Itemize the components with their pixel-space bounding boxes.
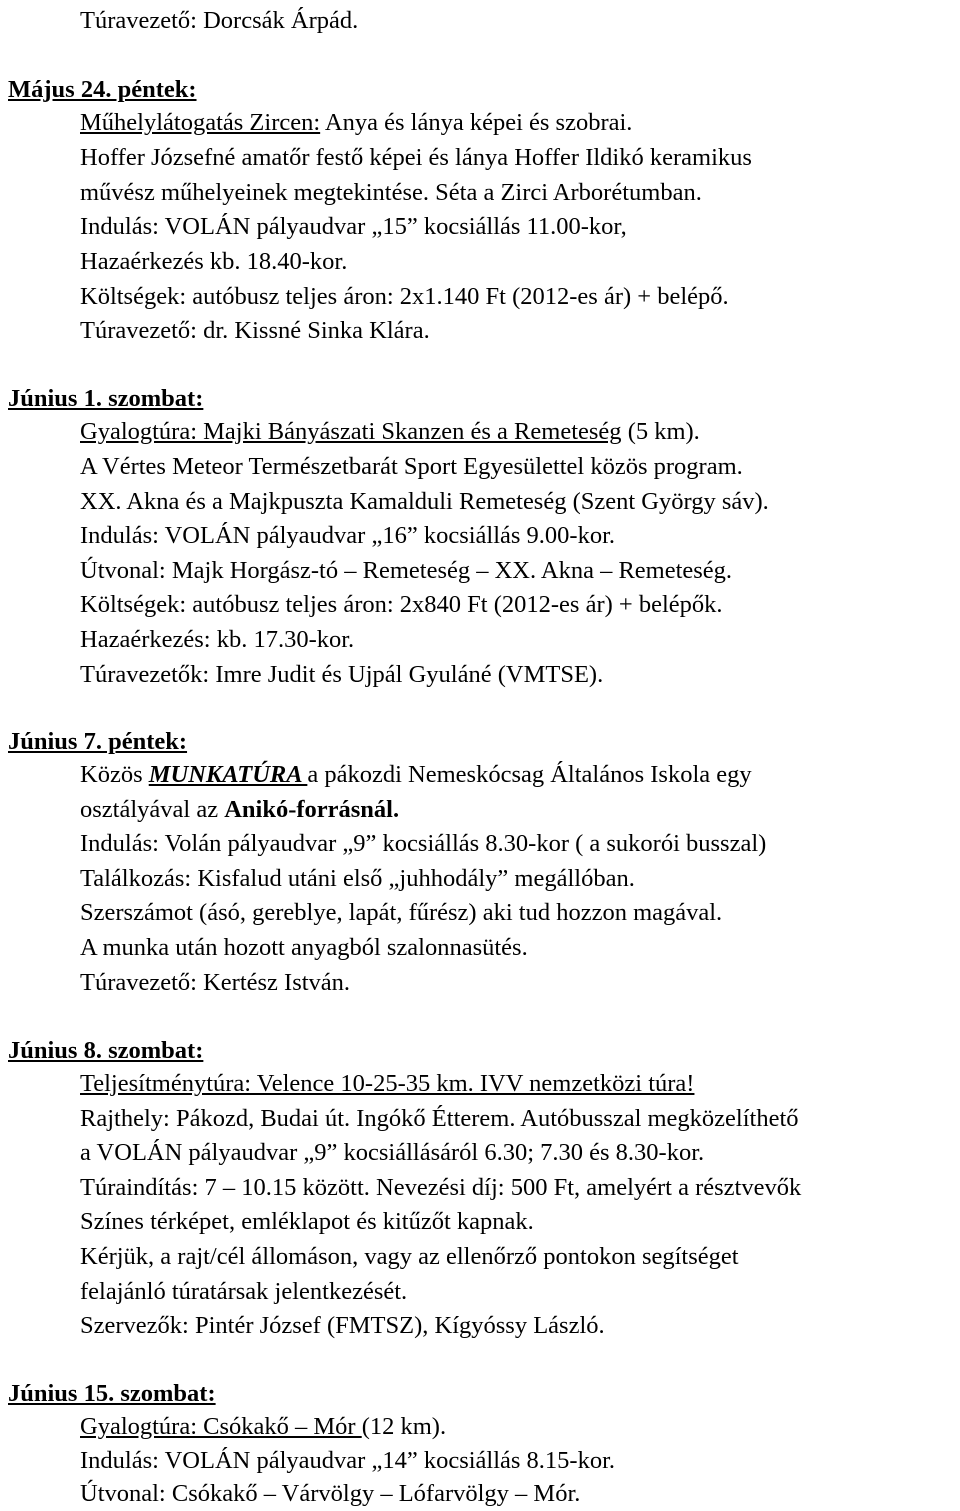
event-2-line-1	[80, 417, 700, 447]
event-2-date: Június 1. szombat:	[8, 385, 204, 412]
event-4-line-3: a VOLÁN pályaudvar „9” kocsiállásáról 6.30; 7.30 és 8.30-kor.	[80, 1139, 705, 1166]
event-4-line-1	[80, 1069, 694, 1099]
event-3-line-7: Túravezető: Kertész István.	[80, 969, 351, 996]
event-1-line-3: művész műhelyeinek megtekintése. Séta a Zirci Arborétumban.	[80, 179, 702, 206]
event-3-line-3: Indulás: Volán pályaudvar „9” kocsiállás 8.30-kor ( a sukorói busszal)	[80, 830, 767, 857]
event-3-line-1-b: a pákozdi Nemeskócsag Általános Iskola egy	[307, 761, 752, 788]
event-1-line-6: Költségek: autóbusz teljes áron: 2x1.140 Ft (2012-es ár) + belépő.	[80, 283, 729, 310]
event-2-title: Gyalogtúra: Majki Bányászati Skanzen és a Remeteség	[80, 418, 622, 445]
event-1-line-4: Indulás: VOLÁN pályaudvar „15” kocsiállás 11.00-kor,	[80, 213, 627, 240]
event-2-title-rest: (5 km).	[621, 418, 700, 445]
event-2-line-5: Útvonal: Majk Horgász-tó – Remeteség – XX. Akna – Remeteség.	[80, 557, 733, 584]
event-2-line-7: Hazaérkezés: kb. 17.30-kor.	[80, 626, 355, 653]
intro-guide: Túravezető: Dorcsák Árpád.	[80, 7, 359, 34]
event-3-line-5: Szerszámot (ásó, gereblye, lapát, fűrész) aki tud hozzon magával.	[80, 899, 723, 926]
event-3-worktour: MUNKATÚRA	[148, 761, 308, 788]
event-3-line-1	[80, 760, 752, 790]
event-4-line-2: Rajthely: Pákozd, Budai út. Ingókő Étterem. Autóbusszal megközelíthető	[80, 1105, 799, 1132]
event-1-line-5: Hazaérkezés kb. 18.40-kor.	[80, 248, 348, 275]
event-5-line-3: Útvonal: Csókakő – Várvölgy – Lófarvölgy – Mór.	[80, 1480, 581, 1507]
event-1-line-2: Hoffer Józsefné amatőr festő képei és lánya Hoffer Ildikó keramikus	[80, 144, 752, 171]
event-4-line-5: Színes térképet, emléklapot és kitűzőt kapnak.	[80, 1208, 534, 1235]
event-4-line-4: Túraindítás: 7 – 10.15 között. Nevezési díj: 500 Ft, amelyért a résztvevők	[80, 1174, 802, 1201]
event-5-title: Gyalogtúra: Csókakő – Mór	[80, 1413, 362, 1440]
event-5-date: Június 15. szombat:	[8, 1380, 216, 1407]
event-3-location: Anikó-forrásnál.	[224, 796, 400, 823]
event-3-line-4: Találkozás: Kisfalud utáni első „juhhodály” megállóban.	[80, 865, 635, 892]
event-1-title: Műhelylátogatás Zircen:	[80, 109, 321, 136]
event-2-line-2: A Vértes Meteor Természetbarát Sport Egyesülettel közös program.	[80, 453, 743, 480]
event-3-line-1-a: Közös	[80, 761, 149, 788]
event-1-title-rest: Anya és lánya képei és szobrai.	[320, 109, 633, 136]
event-2-line-3: XX. Akna és a Majkpuszta Kamalduli Remeteség (Szent György sáv).	[80, 488, 769, 515]
event-2-line-4: Indulás: VOLÁN pályaudvar „16” kocsiállás 9.00-kor.	[80, 522, 616, 549]
event-2-line-6: Költségek: autóbusz teljes áron: 2x840 Ft (2012-es ár) + belépők.	[80, 591, 723, 618]
event-3-date: Június 7. péntek:	[8, 728, 188, 755]
event-4-line-7: felajánló túratársak jelentkezését.	[80, 1278, 408, 1305]
event-1-line-1	[80, 108, 632, 138]
event-5-title-rest: (12 km).	[361, 1413, 447, 1440]
event-4-date: Június 8. szombat:	[8, 1037, 204, 1064]
event-3-line-2-a: osztályával az	[80, 796, 225, 823]
event-4-line-6: Kérjük, a rajt/cél állomáson, vagy az ellenőrző pontokon segítséget	[80, 1243, 739, 1270]
event-3-line-2	[80, 795, 399, 825]
event-4-line-8: Szervezők: Pintér József (FMTSZ), Kígyóssy László.	[80, 1312, 605, 1339]
event-2-line-8: Túravezetők: Imre Judit és Ujpál Gyuláné (VMTSE).	[80, 661, 604, 688]
event-3-line-6: A munka után hozott anyagból szalonnasütés.	[80, 934, 528, 961]
event-1-line-7: Túravezető: dr. Kissné Sinka Klára.	[80, 317, 430, 344]
event-5-line-2: Indulás: VOLÁN pályaudvar „14” kocsiállás 8.15-kor.	[80, 1447, 616, 1474]
event-1-date: Május 24. péntek:	[8, 76, 197, 103]
event-4-title: Teljesítménytúra: Velence 10-25-35 km. IVV nemzetközi túra!	[80, 1070, 695, 1097]
event-5-line-1	[80, 1412, 446, 1442]
